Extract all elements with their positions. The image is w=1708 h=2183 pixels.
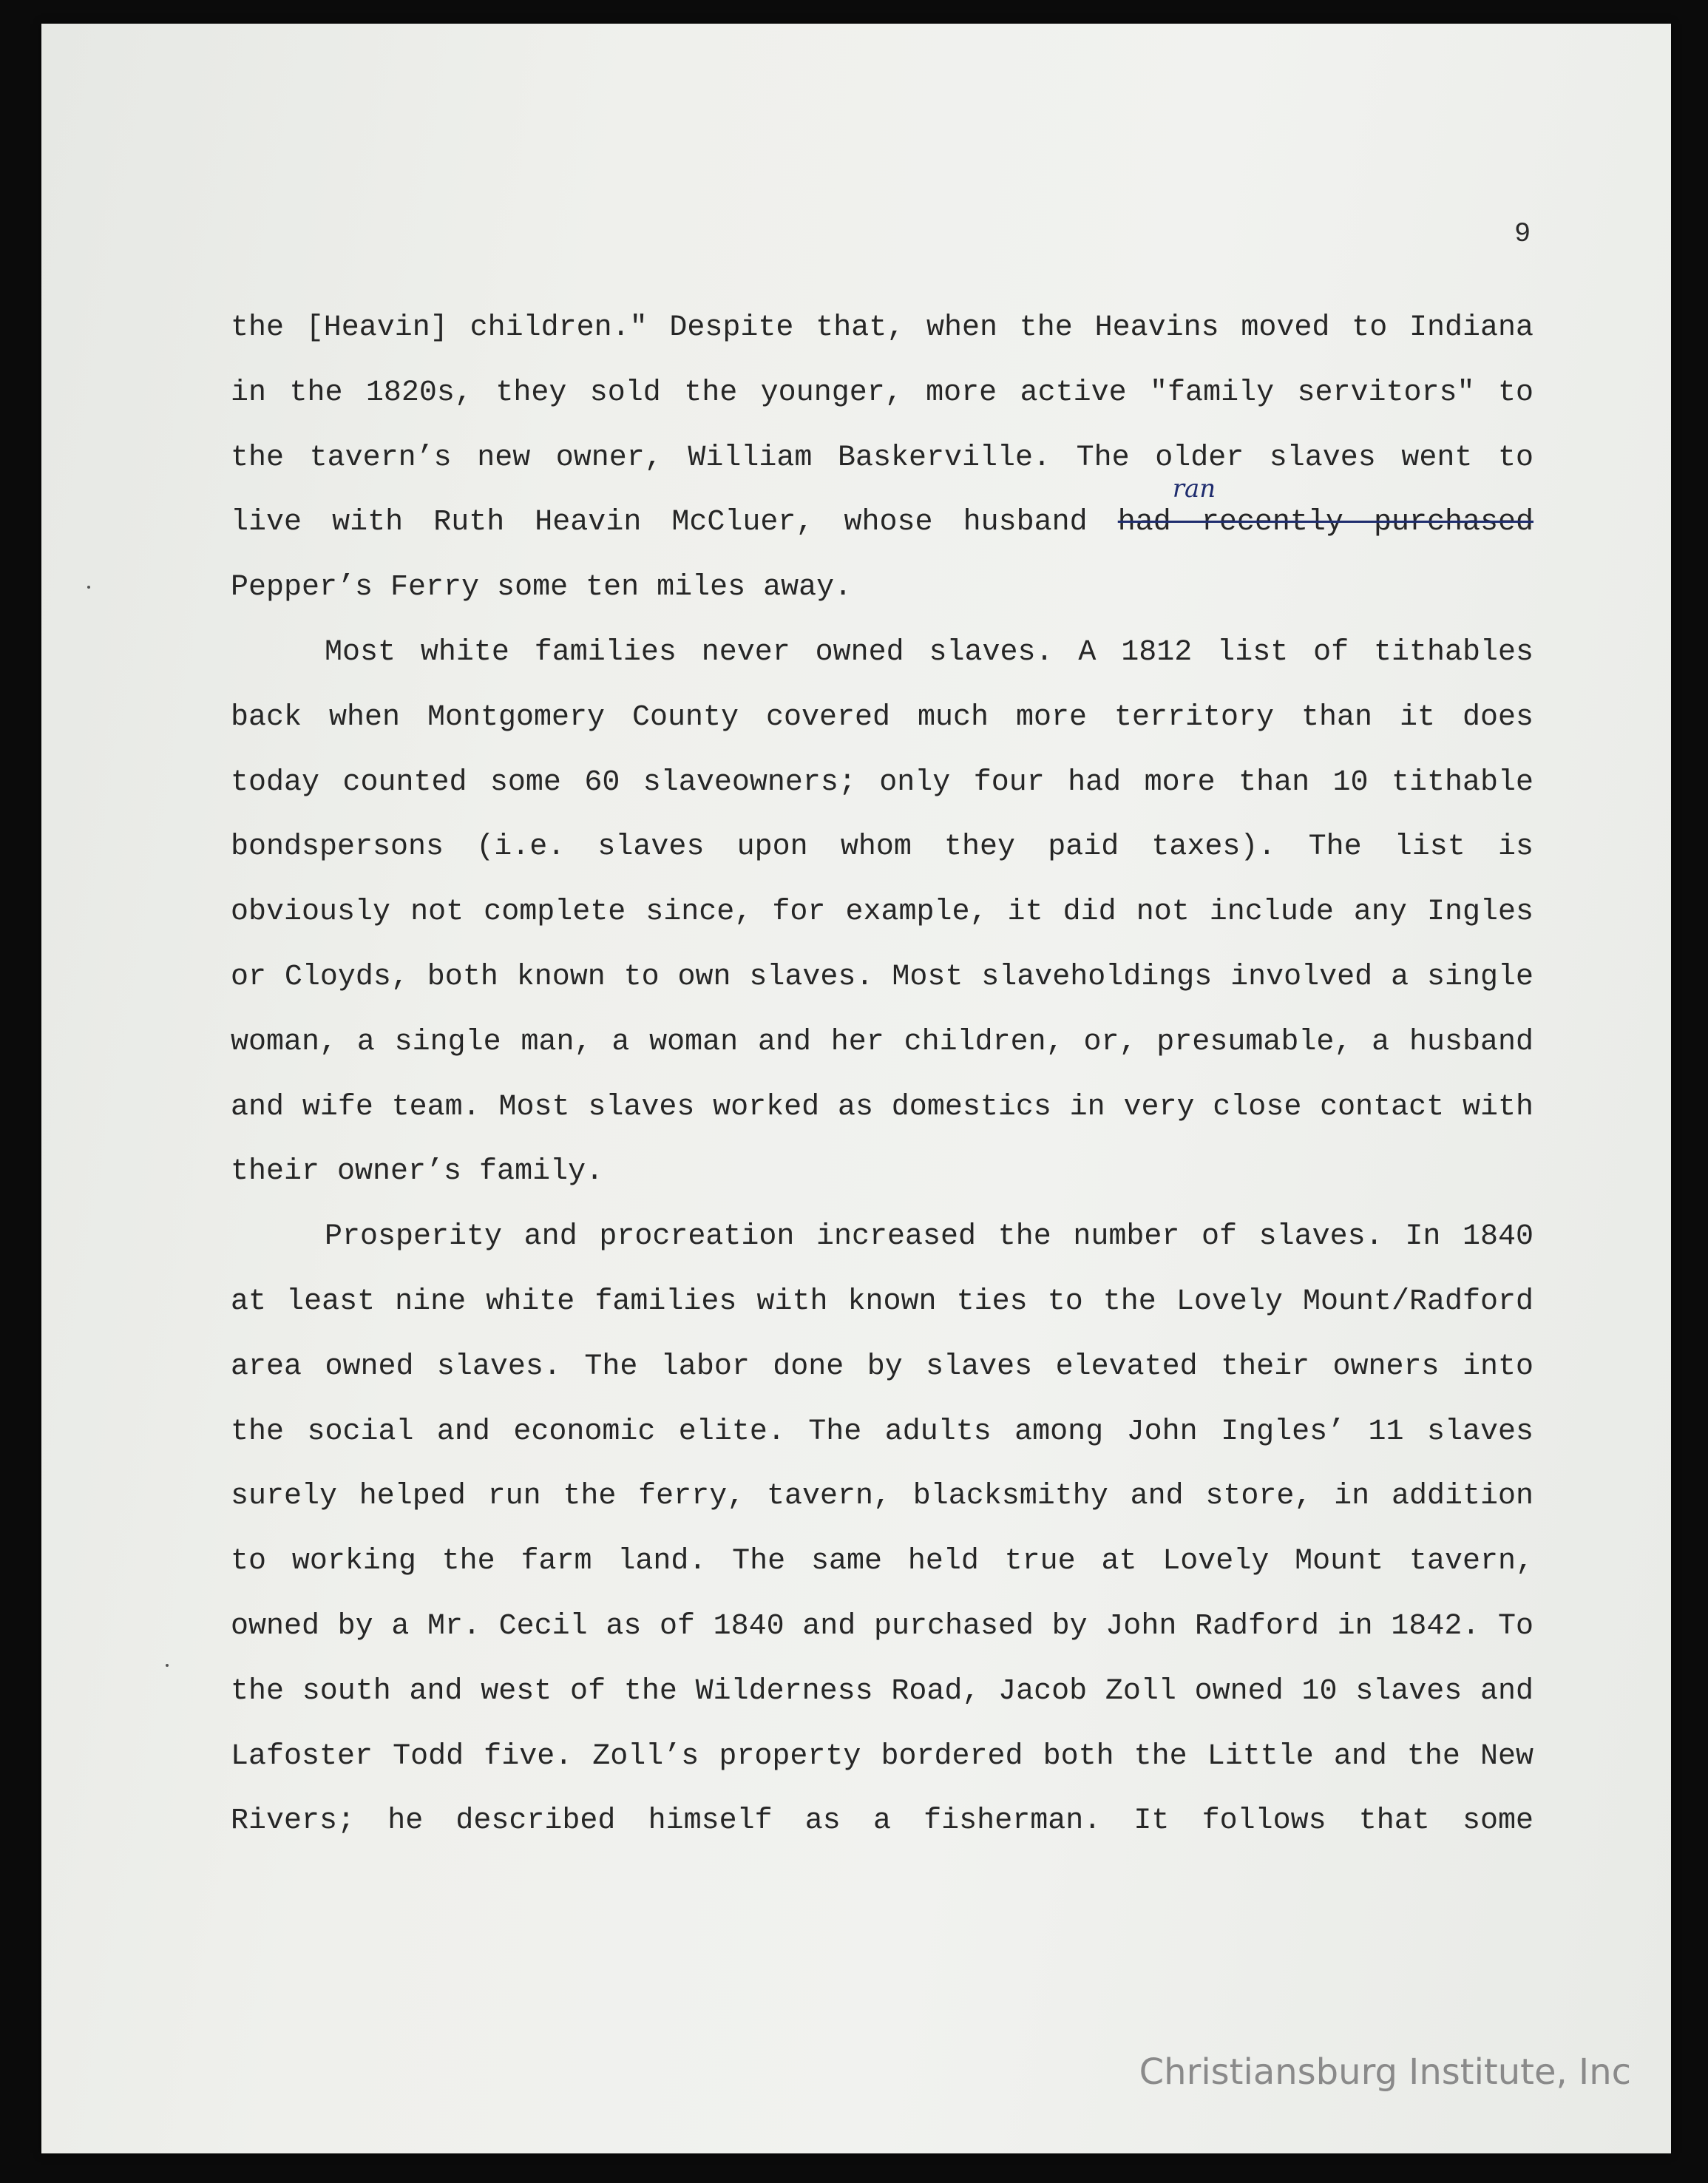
document-page <box>41 24 1671 2153</box>
paragraph-1 <box>231 296 1534 620</box>
paragraph-2: Most white families never owned slaves. A 1812 list of tithables back when Montgomery County covered much more territory than it does today counted some 60 slaveowners; only four had more than 10 tithable bondspersons (i.e. slaves upon whom they paid taxes). The list is obviously not complete since, for example, it did not include any Ingles or Cloyds, both known to own slaves. Most slaveholdings involved a single woman, a single man, a woman and her children, or, presumable, a husband and wife team. Most slaves worked as domestics in very close contact with their owner’s family. <box>231 635 1534 1189</box>
paragraph-1-ending: Pepper’s Ferry some ten miles away. <box>231 571 853 605</box>
watermark: Christiansburg Institute, Inc <box>1139 2051 1631 2093</box>
struck-text <box>1117 474 1534 540</box>
handwritten-insert: ran <box>1172 474 1216 504</box>
paper-speck <box>166 1664 169 1667</box>
paragraph-1-text: the [Heavin] children." Despite that, when the Heavins moved to Indiana in the 1820s, they sold the younger, more active "family servitors" to the tavern’s new owner, William Baskerville. The older slaves went to live with Ruth Heavin McCluer, whose husband <box>231 311 1534 540</box>
page-number: 9 <box>1514 219 1531 250</box>
paragraph-3: Prosperity and procreation increased the number of slaves. In 1840 at least nine white families with known ties to the Lovely Mount/Radford area owned slaves. The labor done by slaves elevated their owners into the social and economic elite. The adults among John Ingles’ 11 slaves surely helped run the ferry, tavern, blacksmithy and store, in addition to working the farm land. The same held true at Lovely Mount tavern, owned by a Mr. Cecil as of 1840 and purchased by John Radford in 1842. To the south and west of the Wilderness Road, Jacob Zoll owned 10 slaves and Lafoster Todd five. Zoll’s property bordered both the Little and the New Rivers; he described himself as a fisherman. It follows that some <box>231 1220 1534 1838</box>
body-text <box>231 296 1534 1854</box>
struck-text-content: had recently purchased <box>1117 506 1534 540</box>
paper-speck <box>87 586 90 589</box>
